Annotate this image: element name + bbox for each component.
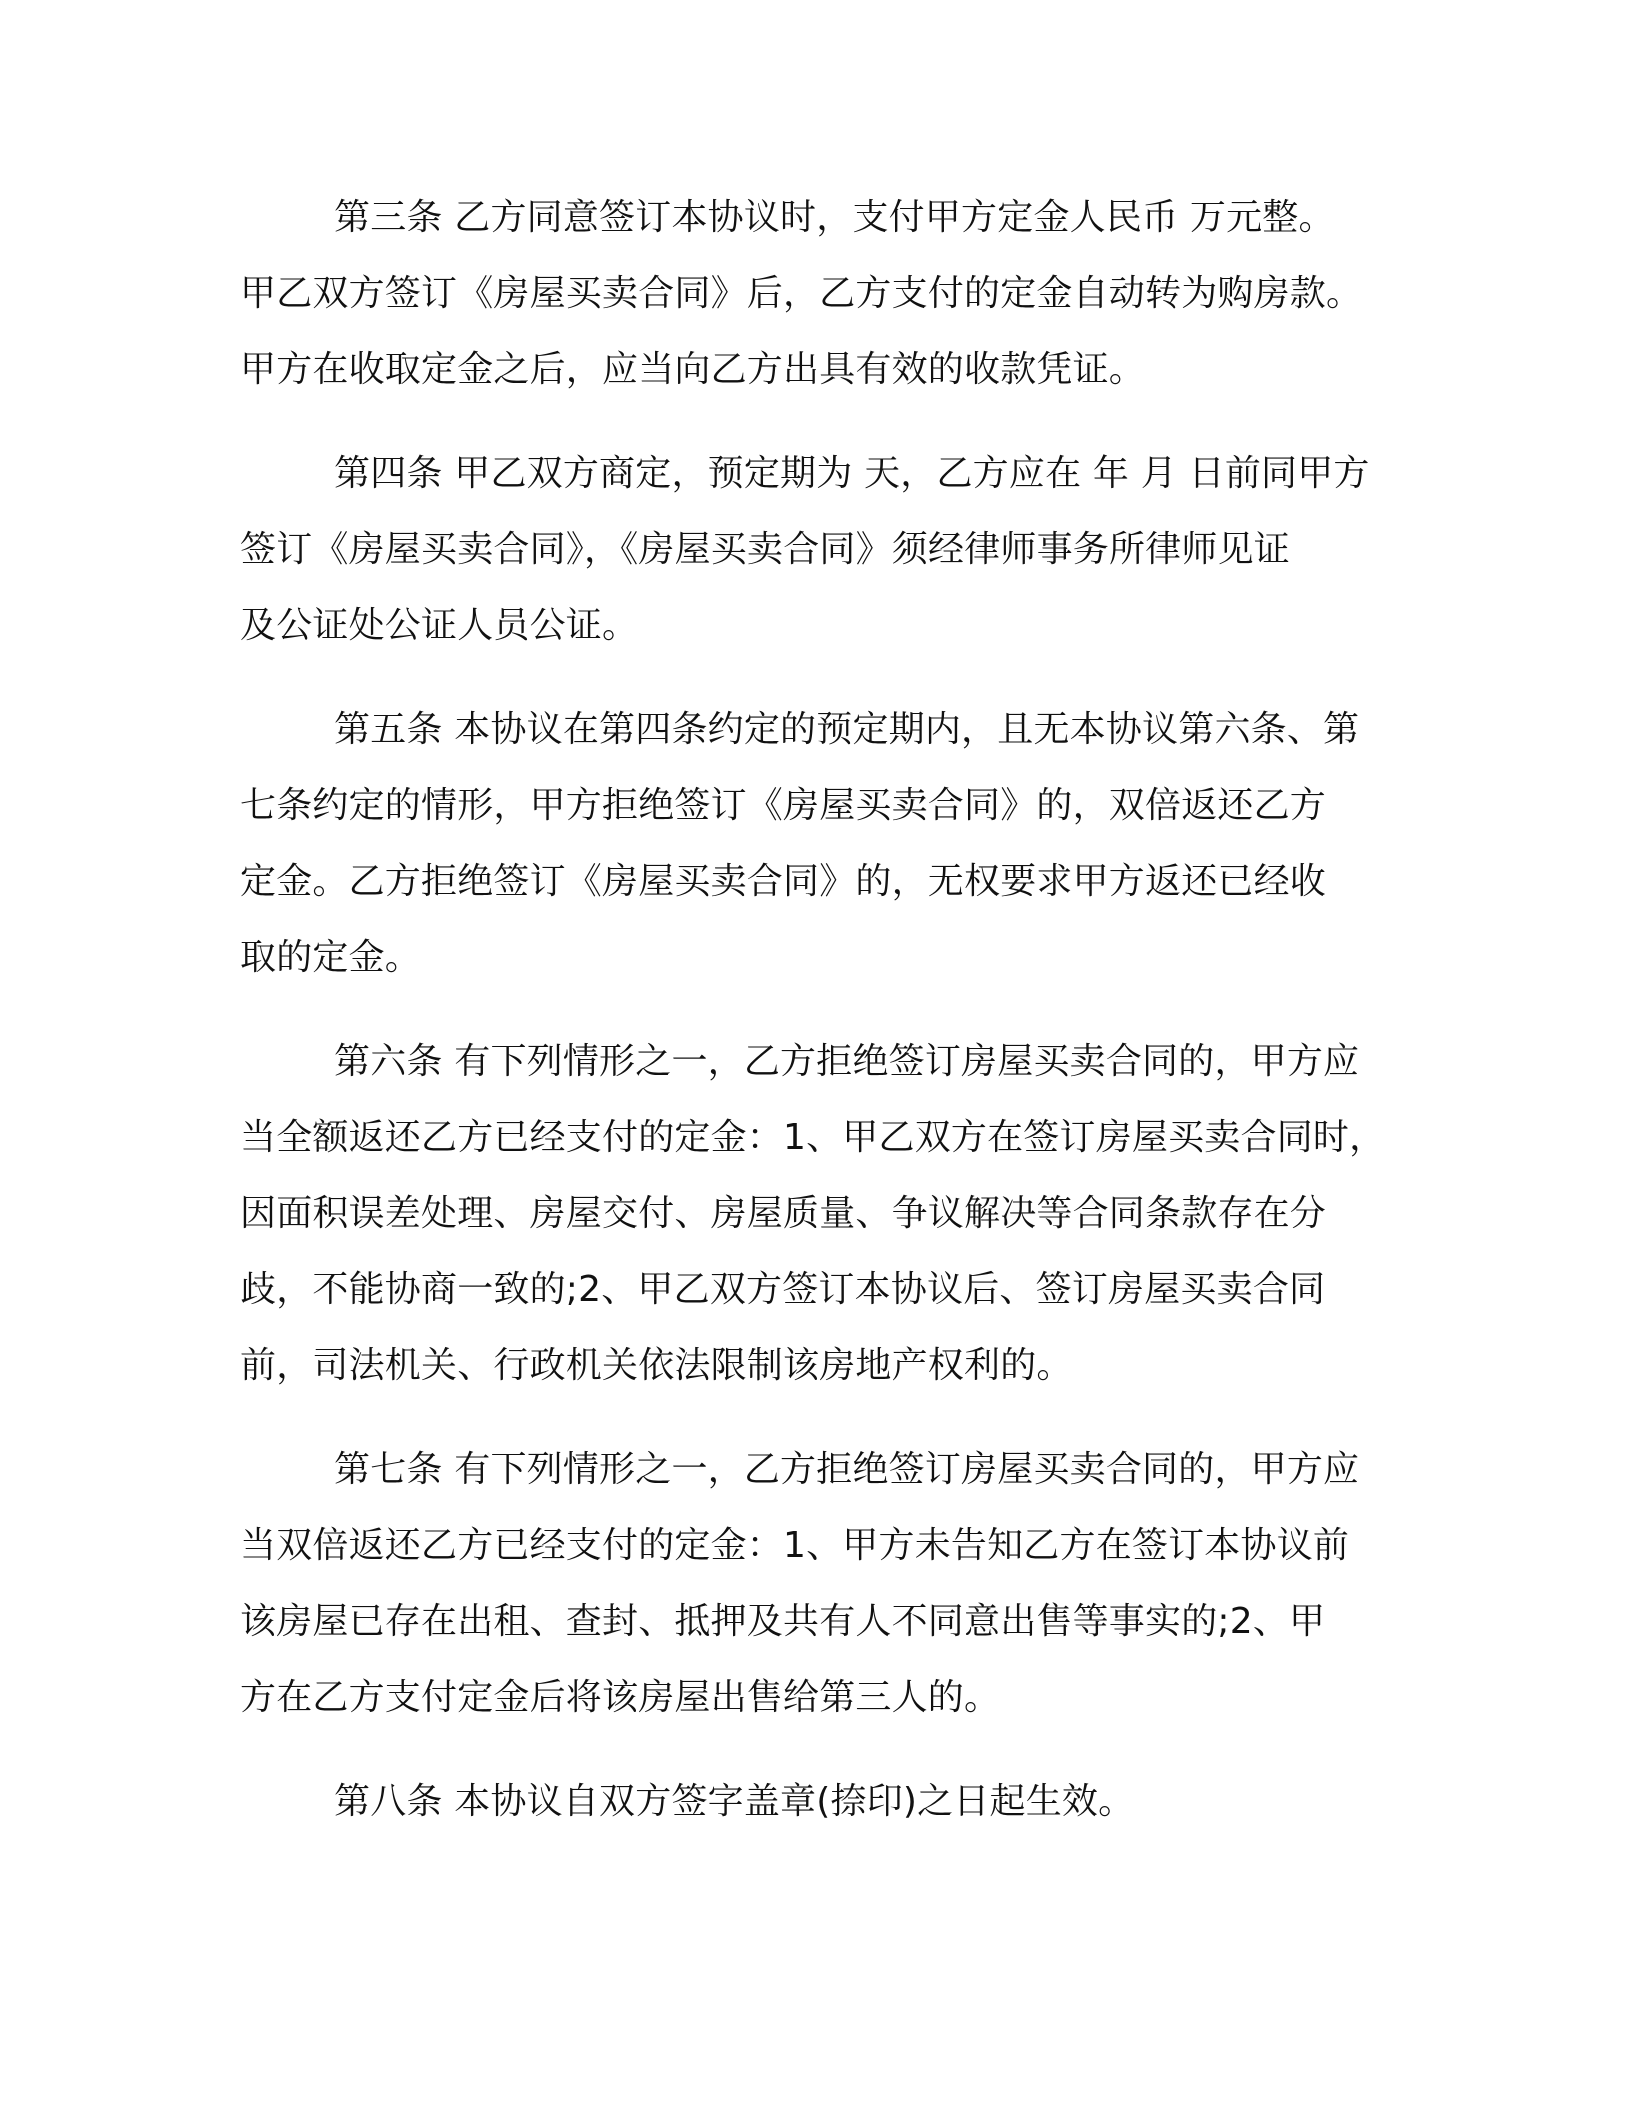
article-6-line-2: 当全额返还乙方已经支付的定金：1、甲乙双方在签订房屋买卖合同时， [240,1117,1386,1158]
article-7-line-1: 第七条 有下列情形之一，乙方拒绝签订房屋买卖合同的，甲方应 [334,1449,1360,1490]
article-5-line-1: 第五条 本协议在第四条约定的预定期内，且无本协议第六条、第 [334,709,1360,750]
article-4-line-1: 第四条 甲乙双方商定，预定期为 天，乙方应在 年 月 日前同甲方 [334,453,1370,494]
article-5-line-4: 取的定金。 [240,937,422,978]
article-4-line-2: 签订《房屋买卖合同》，《房屋买卖合同》须经律师事务所律师见证 [240,529,1291,570]
article-4-line-3: 及公证处公证人员公证。 [240,605,639,646]
article-3-line-3: 甲方在收取定金之后，应当向乙方出具有效的收款凭证。 [240,349,1146,390]
article-3-line-1: 第三条 乙方同意签订本协议时，支付甲方定金人民币 万元整。 [334,197,1335,238]
article-6-line-3: 因面积误差处理、房屋交付、房屋质量、争议解决等合同条款存在分 [240,1193,1327,1234]
article-8-line-1: 第八条 本协议自双方签字盖章(捺印)之日起生效。 [334,1781,1135,1822]
article-6-line-4: 歧，不能协商一致的;2、甲乙双方签订本协议后、签订房屋买卖合同 [240,1269,1326,1310]
article-3-line-2: 甲乙双方签订《房屋买卖合同》后，乙方支付的定金自动转为购房款。 [240,273,1363,314]
article-5-line-2: 七条约定的情形，甲方拒绝签订《房屋买卖合同》的，双倍返还乙方 [240,785,1327,826]
article-6-line-1: 第六条 有下列情形之一，乙方拒绝签订房屋买卖合同的，甲方应 [334,1041,1360,1082]
article-7-line-3: 该房屋已存在出租、查封、抵押及共有人不同意出售等事实的;2、甲 [240,1601,1326,1642]
article-7-line-4: 方在乙方支付定金后将该房屋出售给第三人的。 [240,1677,1001,1718]
article-5-line-3: 定金。乙方拒绝签订《房屋买卖合同》的，无权要求甲方返还已经收 [240,861,1327,902]
article-6-line-5: 前，司法机关、行政机关依法限制该房地产权利的。 [240,1345,1073,1386]
article-7-line-2: 当双倍返还乙方已经支付的定金：1、甲方未告知乙方在签订本协议前 [240,1525,1350,1566]
